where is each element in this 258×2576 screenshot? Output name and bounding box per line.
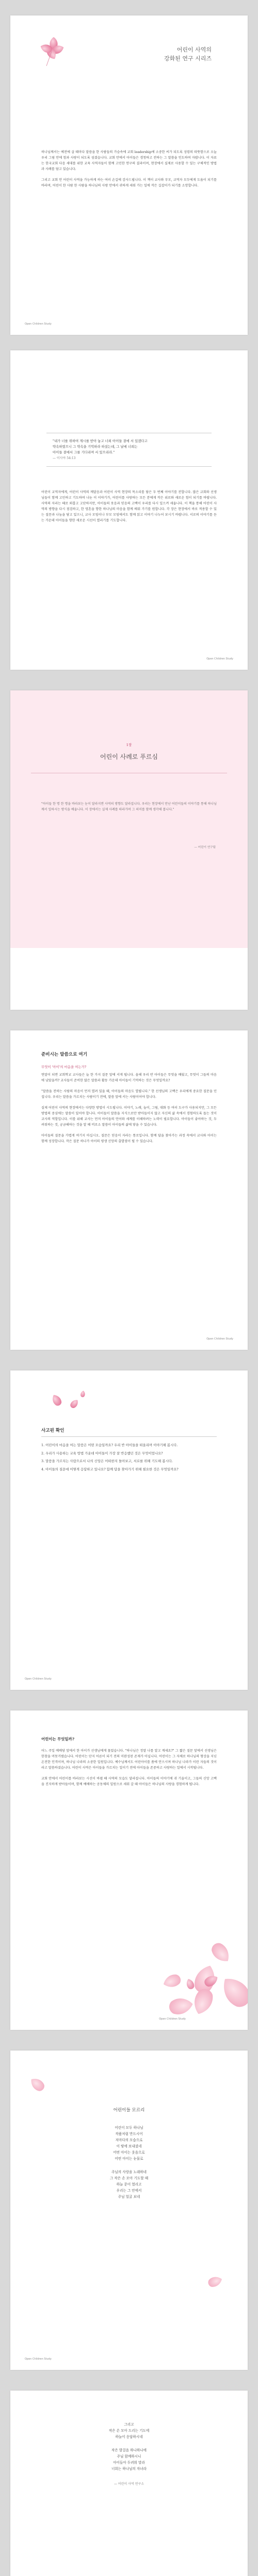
question-item-3: 3. 말씀을 가르치는 사람으로서 나의 신앙은 어떠한지 돌아보고, 서로를 위해 기도해 봅시다. xyxy=(41,1459,173,1463)
intro-text xyxy=(41,149,217,194)
paragraph-2: 교회 안에서 어린이를 바라보는 시선이 바뀔 때 사역의 모습도 달라집니다. 아이들의 이야기에 귀 기울이고, 그들의 신앙 고백을 진지하게 받아들이며, 함께 예배하는 공동체의 일원으로 세워 갈 때 아이들은 하나님의 사랑을 경험하게 됩니다. xyxy=(41,1777,217,1786)
poem-line: 그리고 xyxy=(124,2422,134,2427)
page-3 xyxy=(10,690,248,1010)
question-item-4: 4. 아이들의 질문에 어떻게 응답하고 있나요? 함께 답을 찾아가기 위해 필요한 것은 무엇일까요? xyxy=(41,1467,179,1471)
petal-icon xyxy=(21,2076,52,2097)
poem-line: 그 작은 손 모아 기도할 때 xyxy=(109,2176,149,2180)
poem-line: 너희는 하나님의 자녀라 xyxy=(111,2467,147,2471)
section-heading: 사고핀 확인 xyxy=(41,1428,64,1433)
poem-line: 작은 손 모아 드리는 기도에 xyxy=(108,2429,150,2433)
paragraph-2: "말씀을 전하는 사람의 마음이 먼저 열려 있을 때, 아이들의 마음도 열립니다." 한 선생님의 고백은 우리에게 중요한 질문을 던집니다. 우리는 말씀을 가르치는 사람이기 전에, 말씀 앞에 서는 사람이어야 합니다. xyxy=(41,1090,217,1099)
poem-line: 아이들아 두려워 말라 xyxy=(113,2461,145,2465)
section-subheading: 무엇이 '아이'의 마음을 여는가? xyxy=(41,1065,87,1069)
poem-line: 하늘 문이 열리고 xyxy=(116,2182,142,2187)
quote-line-3: 아이들 곁에서 그를 기다리며 서 있으리라." xyxy=(53,450,115,454)
title-line-1: 어린이 사역의 xyxy=(176,46,212,53)
poem-line: 주님 함께하시니 xyxy=(117,2454,141,2459)
poem-line: 주님의 사랑을 노래하네 xyxy=(111,2170,147,2174)
paragraph-1: 연말이 되면 교회학교 교사들은 늘 한 가지 질문 앞에 서게 됩니다. 올해 우리 반 아이들은 무엇을 배웠고, 무엇이 그들의 마음에 남았을까? 교사들이 준비한 많은 말씀과 활동 가운데 아이들이 기억하는 것은 무엇일까요? xyxy=(41,1073,217,1082)
page-footer: Open Children Study xyxy=(25,323,52,326)
poem-block xyxy=(10,2107,248,2200)
page-footer: Open Children Study xyxy=(206,1337,233,1341)
quote-line-2: 약속하였으니 그 약속을 기억하라 하셨는데, 그 날에 너희는 xyxy=(53,445,138,449)
poem-line: 저마다의 모습으로 xyxy=(115,2138,143,2142)
chapter-tag: 1장 xyxy=(126,743,132,747)
page-title xyxy=(164,45,212,63)
petal-icon xyxy=(46,1389,93,1420)
question-item-2: 2. 우리가 사용하는 교육 방법 가운데 아이들이 가장 잘 반응했던 것은 무엇이었나요? xyxy=(41,1451,163,1455)
petals-cluster-icon xyxy=(134,1917,248,2030)
page-footer: Open Children Study xyxy=(25,1677,52,1681)
poem-line: 어떤 아이는 눈물로 xyxy=(115,2157,143,2161)
poem-block xyxy=(10,2421,248,2487)
paragraph-3: 실제 어린이 사역의 현장에서는 다양한 방법이 시도됩니다. 이야기, 노래, 놀이, 그림, 대화 등 여러 도구가 사용되지만, 그 모든 방법의 중심에는 말씀이 있어야 합니다. 아이들이 말씀을 지식으로만 받아들이지 않고 자신의 삶 속에서 경험하도록 돕는 것이 교사의 역할입니다. 이를 위해 교사는 먼저 아이들의 언어와 세계를 이해하려는 노력이 필요합니다. 아이들이 좋아하는 것, 두려워하는 것, 궁금해하는 것을 알 때 비로소 말씀이 아이들의 삶에 닿을 수 있습니다. xyxy=(41,1106,217,1127)
poem-line: 어떤 아이는 웃음으로 xyxy=(113,2150,145,2155)
poem-title: 어린이들 모르리 xyxy=(113,2108,145,2113)
content-block xyxy=(41,1051,217,1149)
quote-box xyxy=(46,433,212,467)
poem-line: 하늘이 응답하시네 xyxy=(115,2435,143,2439)
poem-line: 우리는 그 안에서 xyxy=(116,2189,142,2193)
poem-line: 어린이 모두 하나님 xyxy=(115,2126,143,2130)
section-heading: 준비시는 말씀으로 여기 xyxy=(41,1052,87,1057)
poem-line: 주님 얼굴 보네 xyxy=(118,2195,140,2199)
page-footer: Open Children Study xyxy=(159,2018,186,2021)
quote-source: — 이사야 54:13 xyxy=(53,456,76,460)
page-4 xyxy=(10,1030,248,1350)
quote-line-1: "내가 너를 위하여 계시를 받아 놓고 너희 아이들 곁에 서 있겠다고 xyxy=(53,439,148,443)
chapter-quote: "아이들 한 명 한 명을 바라보는 눈이 달라지면 사역의 방향도 달라집니다. 우리는 현장에서 만난 어린이들의 이야기를 통해 하나님께서 일하시는 방식을 배웁니다. 이 장에서는 실제 사례를 따라가며 그 의미를 함께 생각해 봅니다." xyxy=(41,802,217,811)
poem-line: 작은 발걸음 하나하나에 xyxy=(111,2448,147,2452)
chapter-signature: — 어린이 연구팀 xyxy=(194,846,216,849)
question-list xyxy=(41,1443,217,1475)
intro-paragraph-2: 그리고 교회 안 어린이 사역을 가능하게 하는 여러 손길에 감사드립니다. 이 책이 교사와 부모, 교역자 모두에게 도움이 되기를 바라며, 어린이 한 사람 한 사람을 하나님의 사랑 안에서 귀하게 세워 가는 일에 작은 길잡이가 되기를 소망합니다. xyxy=(41,178,217,188)
question-item-1: 1. 어린이의 마음을 여는 말씀은 어떤 모습일까요? 우리 반 아이들을 떠올리며 이야기해 봅시다. xyxy=(41,1443,178,1447)
section-divider xyxy=(41,1436,217,1437)
poem-signature: — 어린이 사역 연구소 xyxy=(114,2482,144,2486)
paragraph-1: 어느 주일 예배당 앞에서 한 아이가 선생님에게 물었습니다. "하나님은 정말 나를 알고 계세요?" 그 짧은 질문 앞에서 선생님은 한참을 머뭇거렸습니다. 어린이는 단지 어른이 되기 전의 미완성된 존재가 아닙니다. 어린이는 그 자체로 하나님의 형상을 지닌 온전한 인격이며, 하나님 나라의 소중한 일원입니다. 예수님께서도 어린아이를 품에 안으시며 하나님 나라가 이런 자들의 것이라고 말씀하셨습니다. 어린이 사역은 아이들을 가르치는 일이기 전에 아이들을 존중하고 사랑하는 일에서 시작됩니다. xyxy=(41,1749,217,1770)
page-5 xyxy=(10,1370,248,1690)
page-footer: Open Children Study xyxy=(206,657,233,660)
page-footer: Open Children Study xyxy=(25,2358,52,2361)
page-6 xyxy=(10,1710,248,2030)
flower-icon xyxy=(37,36,68,67)
petal-icon xyxy=(201,2272,232,2293)
page-8 xyxy=(10,2391,248,2576)
page-7 xyxy=(10,2050,248,2370)
intro-paragraph-1: 하나님께서는 예전에 살 때마다 말씀을 한 사람들의 가슴속에 교회 leadership에 소중한 씨가 되도록 성령의 따뜻함으로 오늘 우리 그림 안에 힘과 사랑이 되도록 섬겼습니다. 교회 안에서 아이들은 경청하고 전하는 그 말씀을 인도하며 자랍니다. 이 자료는 한국교회 다음 세대를 위한 교육 사역자들이 함께 고민한 연구의 결과이며, 현장에서 실제로 사용할 수 있는 구체적인 방법과 사례를 담고 있습니다. xyxy=(41,150,217,171)
poem-line: 작품처럼 만드시어 xyxy=(115,2132,143,2136)
chapter-title: 어린이 사례로 푸르심 xyxy=(100,753,158,760)
content-block xyxy=(41,1736,217,1792)
page-2 xyxy=(10,350,248,670)
chapter-panel xyxy=(10,690,248,948)
page-1 xyxy=(10,15,248,335)
section-heading: 어린이는 무엇일까? xyxy=(41,1737,75,1741)
poem-line: 이 땅에 보내셨네 xyxy=(116,2144,142,2148)
paragraph-4: 아이들의 질문을 가볍게 여기지 마십시오. 질문은 믿음이 자라는 통로입니다. 함께 답을 찾아가는 과정 속에서 교사와 아이는 함께 성장합니다. 작은 질문 하나가 아이의 평생 신앙의 출발점이 될 수 있습니다. xyxy=(41,1134,217,1143)
intro-body: 어린이 교역자에게, 어린이 사역의 깨달음과 어린이 사역 현장의 목소리를 담은 두 번째 이야기를 전합니다. 많은 교회와 선생님들이 함께 고민하고 기도하며 나눈 이 이야기가, 어린이를 사랑하는 모든 분에게 작은 위로와 새로운 힘이 되기를 바랍니다. 사역의 자리는 때로 외롭고 고단하지만, 아이들의 웃음과 믿음의 고백이 우리를 다시 일으켜 세웁니다. 이 책을 통해 어린이 사역의 방향을 다시 점검하고, 한 영혼을 향한 하나님의 마음을 함께 배워 가기를 원합니다. 각 장은 현장에서 바로 적용할 수 있는 질문과 나눔을 담고 있으니, 교사 모임이나 부모 모임에서도 함께 읽고 이야기 나누어 보시기 바랍니다. 서로의 이야기를 듣는 가운데 아이들을 향한 새로운 시선이 열리기를 기도합니다. xyxy=(41,490,217,522)
title-line-2: 강화된 연구 시리즈 xyxy=(164,55,212,62)
